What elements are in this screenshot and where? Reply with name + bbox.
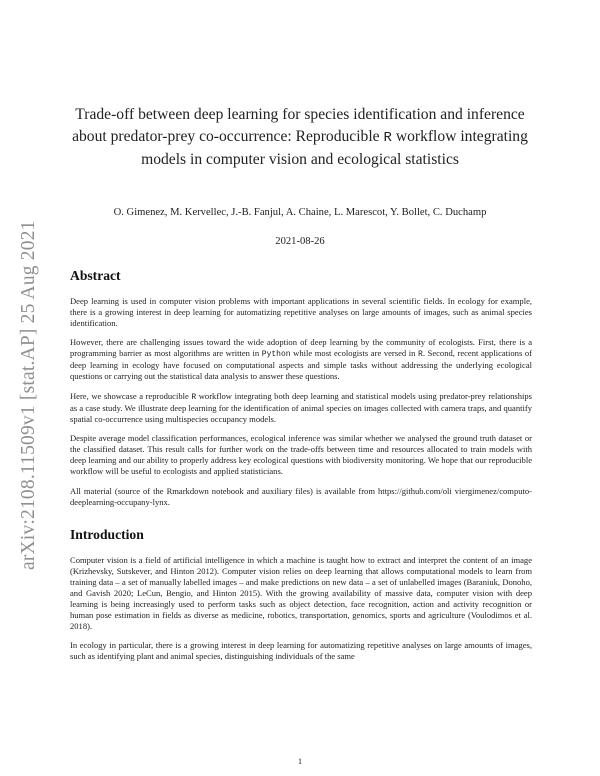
title-text-part1: Trade-off between deep learning for species identification and inference about predator-prey co-occurrence: Reproducible <box>72 106 525 145</box>
r-code: R <box>418 350 423 360</box>
title-text-part2: workflow integrating models in computer vision and ecological statistics <box>141 128 528 168</box>
introduction-paragraph-2: In ecology in particular, there is a growing interest in deep learning for automatizing repetitive analyses on large amounts of images, such as identifying plant and animal species, distinguishing individuals of the same <box>70 639 532 661</box>
abstract-paragraph-3 <box>70 391 532 425</box>
abstract-paragraph-2 <box>70 337 532 382</box>
abstract-p2-text-b: while most ecologists are versed in <box>290 348 419 359</box>
page-number: 1 <box>297 756 303 766</box>
abstract-p3-text-b: workflow integrating both deep learning and statistical models using predator-prey relationships as a case study. We illustrate deep learning for the identification of animal species on images collected with camera traps, and quantify spatial co-occurrence using multispecies occupancy models. <box>70 390 532 424</box>
abstract-heading: Abstract <box>70 268 121 283</box>
abstract-paragraph-1: Deep learning is used in computer vision problems with important applications in several scientific fields. In ecology for example, there is a growing interest in deep learning for automatizing repetitive analyses on large amounts of images, such as animal species identification. <box>70 296 532 328</box>
author-list: O. Gimenez, M. Kervellec, J.-B. Fanjul, A. Chaine, L. Marescot, Y. Bollet, C. Duchamp <box>113 207 487 218</box>
publication-date: 2021-08-26 <box>275 236 325 247</box>
abstract-p3-text-a: Here, we showcase a reproducible <box>70 390 192 401</box>
introduction-paragraph-1: Computer vision is a field of artificial intelligence in which a machine is taught how to extract and interpret the content of an image (Krizhevsky, Sutskever, and Hinton 2012). Computer vision relies on deep learning that allows computational models to learn from training data – a set of manually labelled images – and make predictions on new data – a set of unlabelled images (Baraniuk, Donoho, and Gavish 2020; LeCun, Bengio, and Hinton 2015). With the growing availability of massive data, computer vision with deep learning is being increasingly used to perform tasks such as object detection, face recognition, action and activity recognition or human pose estimation in fields as diverse as medicine, robotics, transportation, genomics, sports and agriculture (Voulodimos et al. 2018). <box>70 554 532 631</box>
arxiv-identifier: arXiv:2108.11509v1 [stat.AP] 25 Aug 2021 <box>18 220 39 570</box>
abstract-p2-text-a: However, there are challenging issues toward the wide adoption of deep learning by the community of ecologists. First, there is a programming barrier as most algorithms are written in <box>70 337 532 359</box>
abstract-paragraph-5: All material (source of the Rmarkdown notebook and auxiliary files) is available from https://github.com/oli viergimenez/computo-deeplearning-occupany-lynx. <box>70 485 532 507</box>
paper-title <box>70 104 530 171</box>
title-code-r: R <box>383 130 392 146</box>
paper-body <box>70 268 532 670</box>
abstract-paragraph-4: Despite average model classification performances, ecological inference was similar whether we analysed the ground truth dataset or the classified dataset. This result calls for further work on the trade-offs between time and resources allocated to train models with deep learning and our ability to properly address key ecological questions with biodiversity monitoring. We hope that our reproducible workflow will be useful to ecologists and applied statisticians. <box>70 433 532 477</box>
python-code: Python <box>261 350 291 360</box>
r-code: R <box>191 392 197 402</box>
abstract-p2-text-c: . Second, recent applications of deep learning in ecology have focused on computational aspects and simple tasks without addressing the underlying ecological questions or carrying out the statistical data analysis to answer these questions. <box>70 348 533 382</box>
introduction-heading: Introduction <box>70 526 144 542</box>
